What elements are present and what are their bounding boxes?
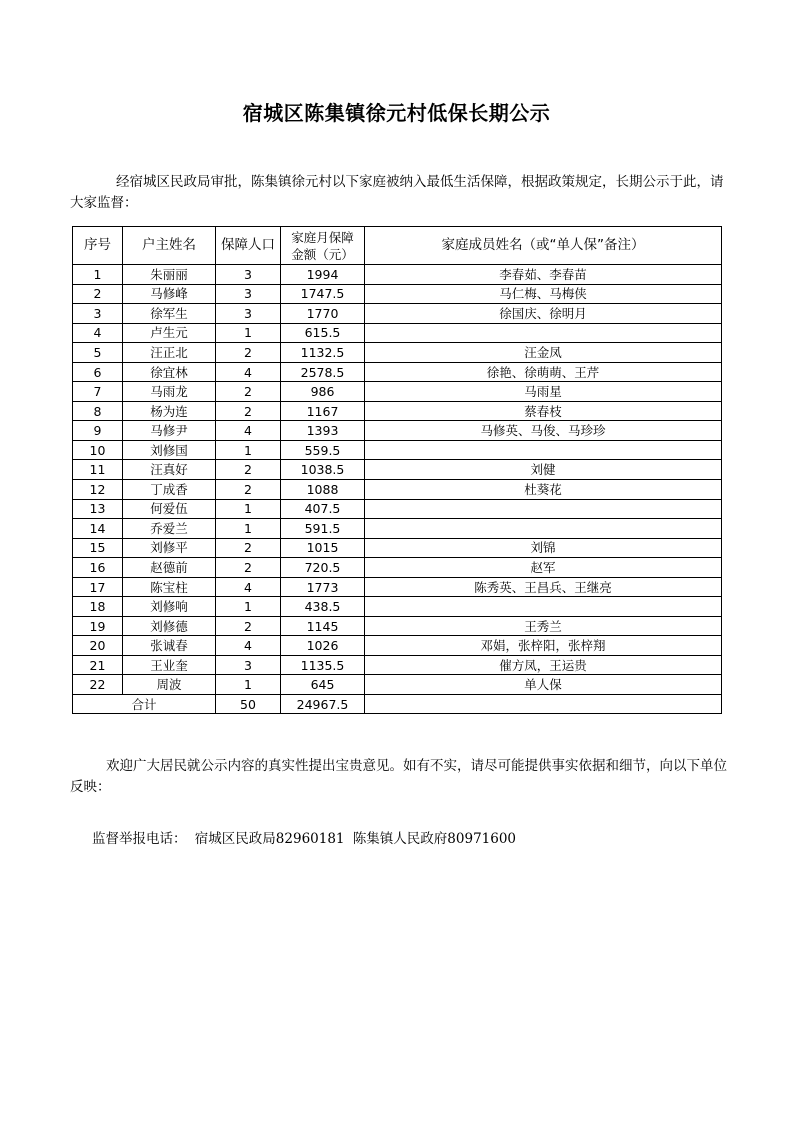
- table-row: [73, 675, 722, 695]
- table-row: [73, 636, 722, 656]
- cell-head: 王业奎: [123, 655, 216, 675]
- cell-head: 刘修国: [123, 440, 216, 460]
- cell-head: 卢生元: [123, 323, 216, 343]
- cell-people: 2: [216, 460, 281, 480]
- cell-members: 刘锦: [365, 538, 722, 558]
- cell-amount: 720.5: [281, 558, 365, 578]
- total-members: [365, 695, 722, 714]
- cell-members: 马仁梅、马梅侠: [365, 284, 722, 304]
- total-people: 50: [216, 695, 281, 714]
- table-row: [73, 265, 722, 285]
- cell-people: 4: [216, 362, 281, 382]
- col-header-amount-line2: 金额（元）: [291, 246, 354, 262]
- cell-head: 徐军生: [123, 304, 216, 324]
- table-row: [73, 382, 722, 402]
- cell-amount: 1770: [281, 304, 365, 324]
- cell-people: 2: [216, 616, 281, 636]
- cell-members: 蔡春枝: [365, 401, 722, 421]
- allowance-table: [72, 226, 722, 714]
- contact-line: [92, 829, 520, 849]
- cell-members: 徐国庆、徐明月: [365, 304, 722, 324]
- cell-members: [365, 323, 722, 343]
- cell-amount: 1038.5: [281, 460, 365, 480]
- cell-members: 徐艳、徐萌萌、王芹: [365, 362, 722, 382]
- cell-members: 邓娟，张梓阳，张梓翔: [365, 636, 722, 656]
- cell-people: 4: [216, 636, 281, 656]
- cell-members: 刘健: [365, 460, 722, 480]
- cell-people: 1: [216, 597, 281, 617]
- cell-head: 何爱伍: [123, 499, 216, 519]
- cell-people: 1: [216, 675, 281, 695]
- cell-no: 17: [73, 577, 123, 597]
- cell-amount: 1773: [281, 577, 365, 597]
- cell-no: 3: [73, 304, 123, 324]
- cell-people: 3: [216, 304, 281, 324]
- cell-people: 1: [216, 323, 281, 343]
- cell-members: 李春茹、李春苗: [365, 265, 722, 285]
- cell-head: 刘修平: [123, 538, 216, 558]
- cell-no: 18: [73, 597, 123, 617]
- cell-members: 赵军: [365, 558, 722, 578]
- cell-amount: 2578.5: [281, 362, 365, 382]
- table-row: [73, 304, 722, 324]
- cell-amount: 1088: [281, 480, 365, 500]
- cell-no: 2: [73, 284, 123, 304]
- cell-no: 20: [73, 636, 123, 656]
- cell-no: 16: [73, 558, 123, 578]
- cell-no: 7: [73, 382, 123, 402]
- table-row: [73, 362, 722, 382]
- cell-head: 汪真好: [123, 460, 216, 480]
- cell-no: 14: [73, 519, 123, 539]
- cell-members: [365, 499, 722, 519]
- cell-no: 22: [73, 675, 123, 695]
- cell-no: 8: [73, 401, 123, 421]
- table-row: [73, 558, 722, 578]
- cell-head: 赵德前: [123, 558, 216, 578]
- col-header-head: 户主姓名: [123, 227, 216, 265]
- cell-no: 19: [73, 616, 123, 636]
- cell-people: 2: [216, 558, 281, 578]
- table-row: [73, 460, 722, 480]
- table-row: [73, 499, 722, 519]
- cell-amount: 591.5: [281, 519, 365, 539]
- col-header-amount: [281, 227, 365, 265]
- col-header-members: 家庭成员姓名（或“单人保”备注）: [365, 227, 722, 265]
- cell-amount: 1135.5: [281, 655, 365, 675]
- cell-head: 刘修响: [123, 597, 216, 617]
- cell-head: 丁成香: [123, 480, 216, 500]
- col-header-people: 保障人口: [216, 227, 281, 265]
- cell-head: 汪正北: [123, 343, 216, 363]
- table-row: [73, 480, 722, 500]
- table-row: [73, 616, 722, 636]
- cell-people: 2: [216, 343, 281, 363]
- cell-amount: 615.5: [281, 323, 365, 343]
- col-header-no: 序号: [73, 227, 123, 265]
- cell-head: 马修峰: [123, 284, 216, 304]
- cell-people: 3: [216, 284, 281, 304]
- cell-head: 朱丽丽: [123, 265, 216, 285]
- intro-paragraph: 经宿城区民政局审批，陈集镇徐元村以下家庭被纳入最低生活保障，根据政策规定，长期公示于此，请大家监督：: [70, 174, 724, 211]
- cell-members: 王秀兰: [365, 616, 722, 636]
- cell-no: 11: [73, 460, 123, 480]
- cell-head: 张诚春: [123, 636, 216, 656]
- cell-head: 马雨龙: [123, 382, 216, 402]
- cell-members: 单人保: [365, 675, 722, 695]
- cell-no: 13: [73, 499, 123, 519]
- cell-people: 2: [216, 538, 281, 558]
- page-title: 宿城区陈集镇徐元村低保长期公示: [242, 101, 551, 125]
- cell-head: 马修尹: [123, 421, 216, 441]
- cell-people: 4: [216, 421, 281, 441]
- cell-head: 杨为连: [123, 401, 216, 421]
- cell-no: 6: [73, 362, 123, 382]
- cell-members: 杜葵花: [365, 480, 722, 500]
- cell-members: 马修英、马俊、马珍珍: [365, 421, 722, 441]
- cell-amount: 1026: [281, 636, 365, 656]
- table-row: [73, 343, 722, 363]
- cell-people: 2: [216, 480, 281, 500]
- cell-amount: 1145: [281, 616, 365, 636]
- cell-amount: 407.5: [281, 499, 365, 519]
- cell-amount: 1393: [281, 421, 365, 441]
- cell-members: [365, 440, 722, 460]
- cell-members: 汪金凤: [365, 343, 722, 363]
- table-row: [73, 284, 722, 304]
- cell-amount: 1167: [281, 401, 365, 421]
- contact-phone-civil-affairs: 宿城区民政局82960181: [194, 831, 345, 847]
- cell-amount: 1994: [281, 265, 365, 285]
- cell-amount: 559.5: [281, 440, 365, 460]
- table-row: [73, 421, 722, 441]
- table-row: [73, 323, 722, 343]
- cell-people: 1: [216, 519, 281, 539]
- table-row: [73, 538, 722, 558]
- cell-no: 1: [73, 265, 123, 285]
- total-amount: 24967.5: [281, 695, 365, 714]
- table-row: [73, 597, 722, 617]
- cell-members: 马雨星: [365, 382, 722, 402]
- cell-members: [365, 597, 722, 617]
- cell-no: 12: [73, 480, 123, 500]
- cell-people: 3: [216, 655, 281, 675]
- cell-people: 1: [216, 440, 281, 460]
- cell-no: 10: [73, 440, 123, 460]
- cell-head: 乔爱兰: [123, 519, 216, 539]
- total-label: 合计: [73, 695, 216, 714]
- table-row: [73, 440, 722, 460]
- feedback-note: 欢迎广大居民就公示内容的真实性提出宝贵意见。如有不实，请尽可能提供事实依据和细节，向以下单位反映：: [70, 758, 727, 795]
- col-header-amount-line1: 家庭月保障: [291, 229, 354, 245]
- cell-people: 2: [216, 401, 281, 421]
- table-row: [73, 519, 722, 539]
- cell-amount: 1015: [281, 538, 365, 558]
- cell-people: 4: [216, 577, 281, 597]
- cell-amount: 1132.5: [281, 343, 365, 363]
- cell-members: 催方凤，王运贵: [365, 655, 722, 675]
- cell-amount: 438.5: [281, 597, 365, 617]
- cell-amount: 1747.5: [281, 284, 365, 304]
- table-row: [73, 577, 722, 597]
- cell-no: 5: [73, 343, 123, 363]
- cell-people: 3: [216, 265, 281, 285]
- cell-amount: 986: [281, 382, 365, 402]
- cell-no: 4: [73, 323, 123, 343]
- cell-members: [365, 519, 722, 539]
- cell-head: 刘修德: [123, 616, 216, 636]
- table-row: [73, 655, 722, 675]
- cell-people: 1: [216, 499, 281, 519]
- cell-head: 周波: [123, 675, 216, 695]
- contact-phone-town-government: 陈集镇人民政府80971600: [352, 831, 517, 847]
- cell-no: 9: [73, 421, 123, 441]
- cell-no: 21: [73, 655, 123, 675]
- cell-people: 2: [216, 382, 281, 402]
- cell-head: 陈宝柱: [123, 577, 216, 597]
- cell-members: 陈秀英、王昌兵、王继亮: [365, 577, 722, 597]
- contact-label: 监督举报电话：: [92, 831, 187, 847]
- cell-amount: 645: [281, 675, 365, 695]
- table-header-row: [73, 227, 722, 265]
- table-row: [73, 401, 722, 421]
- cell-head: 徐宜林: [123, 362, 216, 382]
- cell-no: 15: [73, 538, 123, 558]
- total-row: [73, 695, 722, 714]
